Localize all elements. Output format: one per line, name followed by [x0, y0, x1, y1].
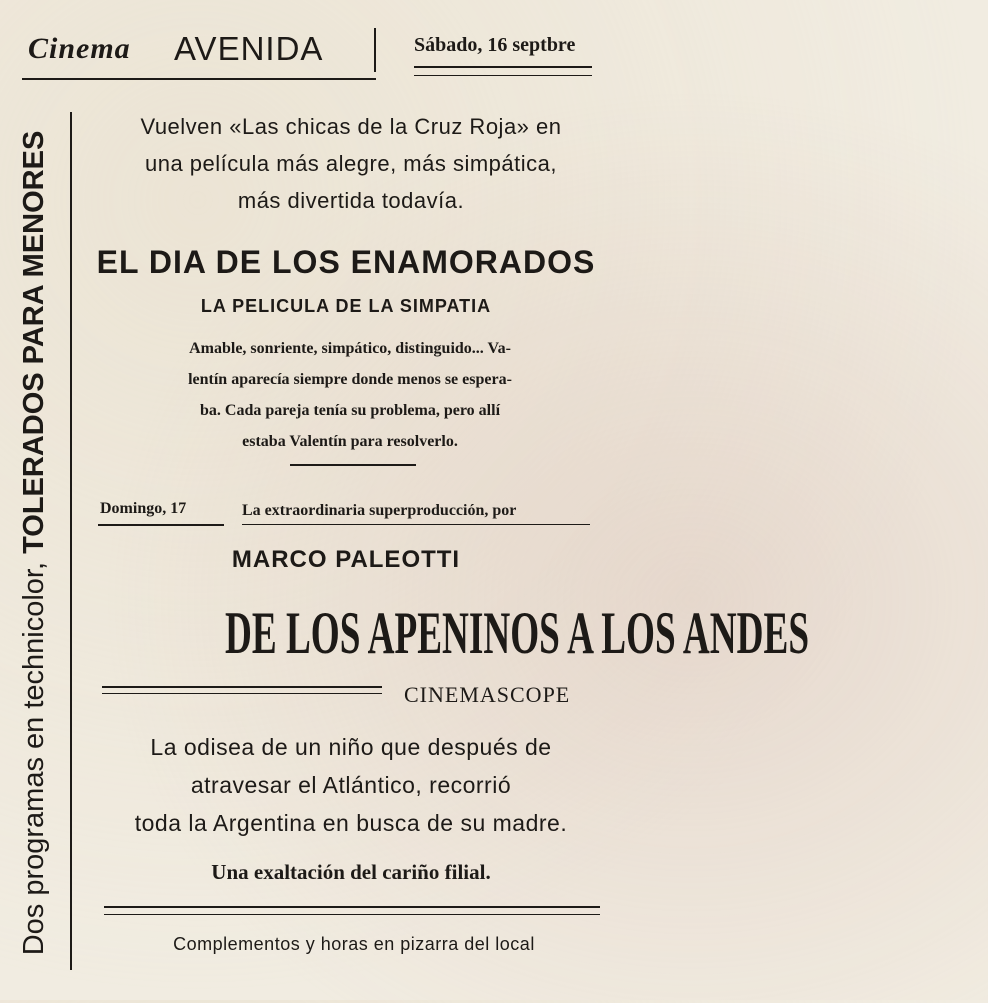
sunday-synopsis-line: atravesar el Atlántico, recorrió [190, 772, 512, 798]
sunday-tagline: Una exaltación del cariño filial. [211, 860, 491, 884]
sunday-lead-text: La extraordinaria superproducción, por [242, 502, 517, 519]
date-label: Sábado, 16 septbre [414, 34, 576, 56]
sunday-film-title-text: DE LOS APENINOS A LOS ANDES [224, 600, 810, 666]
intro-line: Vuelven «Las chicas de la Cruz Roja» en [140, 114, 562, 139]
intro-line: más divertida todavía. [237, 188, 465, 213]
synopsis-line: estaba Valentín para resolverlo. [242, 433, 458, 450]
cinema-name: AVENIDA [174, 30, 324, 67]
sidebar-vertical-rule [70, 112, 72, 970]
sunday-day-underline [98, 524, 224, 526]
sidebar-text-regular: Dos programas en technicolor, [18, 553, 50, 956]
sunday-day-label: Domingo, 17 [100, 500, 187, 517]
footer-rule-1 [104, 906, 600, 908]
title-underline-1 [102, 686, 382, 688]
sunday-lead-underline [242, 524, 590, 525]
saturday-film-subtitle: LA PELICULA DE LA SIMPATIA [200, 296, 492, 316]
date-underline-2 [414, 75, 592, 76]
title-underline-2 [102, 693, 382, 694]
footer-rule-2 [104, 914, 600, 915]
synopsis-line: ba. Cada pareja tenía su problema, pero allí [199, 402, 501, 419]
format-label: CINEMASCOPE [404, 682, 571, 707]
sidebar-vertical-text [16, 83, 52, 1003]
footer-note: Complementos y horas en pizarra del local [173, 934, 535, 954]
sunday-synopsis [86, 728, 616, 842]
sunday-synopsis-line: toda la Argentina en busca de su madre. [134, 810, 568, 836]
section-divider [290, 464, 416, 466]
synopsis-line: lentín aparecía siempre donde menos se espera- [188, 371, 512, 388]
date-underline-1 [414, 66, 592, 68]
saturday-synopsis [90, 333, 610, 457]
intro-line: una película más alegre, más simpática, [144, 151, 558, 176]
cinema-script-label: Cinema [28, 32, 131, 65]
saturday-film-title: EL DIA DE LOS ENAMORADOS [96, 244, 596, 280]
director-name: MARCO PALEOTTI [231, 546, 461, 573]
synopsis-line: Amable, sonriente, simpático, distinguido... Va- [189, 340, 511, 357]
header-underline [22, 78, 376, 80]
sunday-synopsis-line: La odisea de un niño que después de [150, 734, 552, 760]
header-vertical-divider [374, 28, 376, 72]
sidebar-text-bold: TOLERADOS PARA MENORES [18, 130, 50, 554]
saturday-intro [86, 108, 616, 219]
sunday-film-title [46, 598, 810, 668]
